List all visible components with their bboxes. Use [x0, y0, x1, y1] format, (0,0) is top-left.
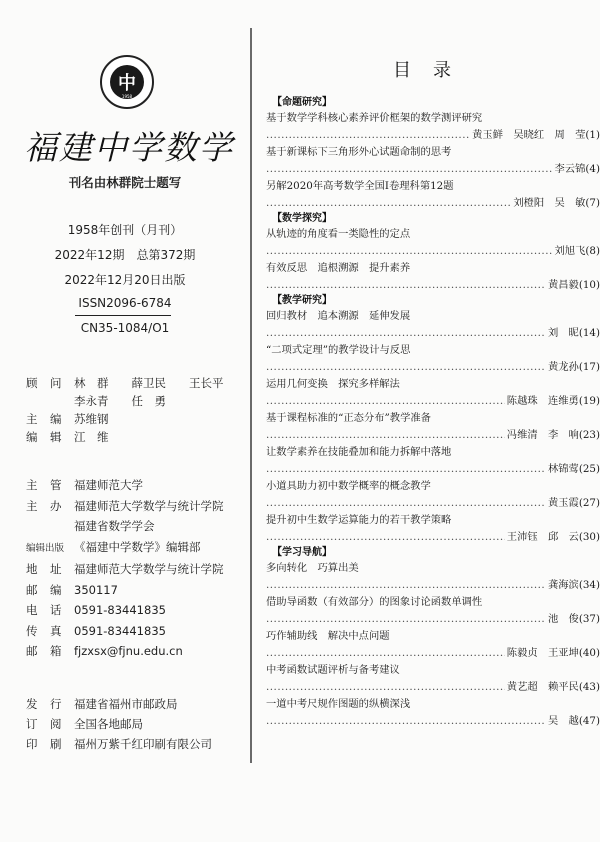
staff-row	[26, 392, 224, 410]
toc-article-meta	[266, 495, 600, 512]
field-label: 订 阅	[26, 717, 62, 731]
org-row	[26, 600, 224, 621]
toc-page-number: (47)	[578, 715, 600, 727]
toc-article-meta	[266, 359, 600, 376]
toc-article-meta	[266, 461, 600, 478]
toc-article-title[interactable]: 另解2020年高考数学全国I卷理科第12题	[266, 180, 454, 192]
field-value: 福建师范大学	[74, 478, 143, 492]
toc-article-meta	[266, 243, 600, 260]
toc-authors: 李云锦	[554, 163, 586, 175]
field-value: 福建师范大学数学与统计学院	[74, 498, 224, 513]
field-label: 主 办	[26, 498, 62, 513]
field-value: 0591-83441835	[74, 603, 166, 617]
toc-page-number: (8)	[585, 245, 600, 257]
toc-authors: 林锦莺	[547, 463, 579, 475]
toc-article-title[interactable]: 基于新课标下三角形外心试题命制的思考	[266, 146, 452, 158]
org-row	[26, 580, 224, 601]
toc-page-number: (25)	[578, 463, 600, 475]
column-divider	[250, 28, 252, 763]
org-row	[26, 559, 224, 580]
emblem-year: 1958	[121, 94, 133, 99]
dot-leader	[266, 713, 546, 730]
masthead-column	[0, 0, 250, 842]
divider-line	[75, 315, 171, 316]
dot-leader	[266, 393, 505, 410]
toc-section-heading: 【数学探究】	[272, 213, 332, 224]
field-label: 邮 箱	[26, 644, 62, 658]
dot-leader	[266, 495, 546, 512]
toc-article-title[interactable]: 回归教材 追本溯源 延伸发展	[266, 310, 411, 322]
field-value: 福建省数学学会	[74, 519, 155, 533]
org-row	[26, 537, 224, 560]
toc-article-title[interactable]: 巧作辅助线 解决中点问题	[266, 630, 390, 642]
dot-leader	[266, 127, 470, 144]
pub-date: 2022年12月20日出版	[64, 273, 186, 287]
field-label	[26, 516, 74, 537]
staff-list	[26, 374, 224, 446]
toc-article-title[interactable]: “二项式定理”的教学设计与反思	[266, 344, 411, 356]
dot-leader	[266, 325, 546, 342]
toc-page-number: (23)	[578, 429, 600, 441]
field-value: 李永青 任 勇	[74, 394, 166, 408]
org-list	[26, 475, 224, 662]
field-value: 福建师范大学数学与统计学院	[74, 562, 224, 576]
issue-info: 2022年12期 总第372期	[54, 248, 196, 262]
toc-page-number: (17)	[578, 361, 600, 373]
toc-article-meta	[266, 393, 600, 410]
field-label	[26, 392, 74, 410]
dot-leader	[266, 679, 505, 696]
toc-page-number: (1)	[585, 129, 600, 141]
org-row	[26, 496, 224, 517]
toc-column	[266, 0, 600, 842]
toc-article-meta	[266, 713, 600, 730]
toc-authors: 池 俊	[547, 613, 579, 625]
dot-leader	[266, 611, 546, 628]
toc-page-number: (43)	[578, 681, 600, 693]
toc-article-title[interactable]: 中考函数试题评析与备考建议	[266, 664, 400, 676]
field-value: 苏维钢	[74, 412, 109, 426]
distribution-list	[26, 694, 212, 754]
toc-authors: 陈毅贞 王亚坤	[506, 647, 579, 659]
toc-article-title[interactable]: 让数学素养在技能叠加和能力拆解中落地	[266, 446, 452, 458]
toc-authors: 刘 昵	[547, 327, 579, 339]
toc-article-title[interactable]: 多向转化 巧算出美	[266, 562, 359, 574]
dot-leader	[266, 529, 505, 546]
org-row	[26, 641, 224, 662]
toc-section-heading: 【教学研究】	[272, 295, 332, 306]
field-value: 福州万紫千红印刷有限公司	[74, 737, 212, 751]
dot-leader	[266, 195, 511, 212]
toc-article-meta	[266, 195, 600, 212]
dot-leader	[266, 161, 553, 178]
toc-list	[266, 96, 600, 730]
toc-article-title[interactable]: 一道中考尺规作图题的纵横深浅	[266, 698, 411, 710]
field-label: 传 真	[26, 623, 62, 638]
field-label: 发 行	[26, 697, 62, 711]
founded-info: 1958年创刊（月刊）	[67, 223, 183, 237]
dot-leader	[266, 243, 553, 260]
field-value: 福建省福州市邮政局	[74, 697, 178, 711]
field-label: 主 编	[26, 412, 62, 426]
field-value: 全国各地邮局	[74, 717, 143, 731]
toc-page-number: (10)	[578, 279, 600, 291]
title-credit: 刊名由林群院士题写	[68, 175, 182, 190]
field-value: 0591-83441835	[74, 623, 166, 638]
dot-leader	[266, 277, 546, 294]
toc-article-meta	[266, 161, 600, 178]
distribution-row	[26, 694, 212, 714]
toc-article-meta	[266, 577, 600, 594]
dot-leader	[266, 427, 505, 444]
issn: ISSN2096-6784	[78, 296, 172, 310]
field-label: 印 刷	[26, 737, 62, 751]
field-value: 350117	[74, 582, 118, 597]
toc-article-meta	[266, 325, 600, 342]
toc-article-meta	[266, 427, 600, 444]
toc-article-title[interactable]: 基于课程标准的“正态分布”教学准备	[266, 412, 431, 424]
toc-page-number: (40)	[578, 647, 600, 659]
toc-article-meta	[266, 645, 600, 662]
toc-article-title[interactable]: 小道具助力初中数学概率的概念教学	[266, 480, 431, 492]
toc-article-title[interactable]: 有效反思 追根溯源 提升素养	[266, 262, 411, 274]
toc-authors: 刘旭飞	[554, 245, 586, 257]
field-label: 编辑出版	[26, 542, 65, 554]
toc-authors: 刘橙阳 吴 敏	[513, 197, 586, 209]
toc-page-number: (4)	[585, 163, 600, 175]
dot-leader	[266, 577, 546, 594]
toc-article-meta	[266, 611, 600, 628]
field-label: 地 址	[26, 562, 62, 576]
toc-page-number: (27)	[578, 497, 600, 509]
staff-row	[26, 374, 224, 392]
toc-authors: 黄龙孙	[547, 361, 579, 373]
toc-authors: 龚海滨	[547, 579, 579, 591]
toc-page-number: (37)	[578, 613, 600, 625]
toc-article-meta	[266, 277, 600, 294]
dot-leader	[266, 461, 546, 478]
field-value: 《福建中学数学》编辑部	[74, 539, 201, 554]
distribution-row	[26, 714, 212, 734]
cn-number: CN35-1084/O1	[80, 321, 170, 335]
field-label: 主 管	[26, 478, 62, 492]
toc-page-number: (19)	[578, 395, 600, 407]
field-label: 编 辑	[26, 430, 62, 444]
field-label: 电 话	[26, 603, 62, 617]
org-row	[26, 475, 224, 496]
dot-leader	[266, 645, 505, 662]
toc-authors: 黄昌毅	[547, 279, 579, 291]
toc-page-number: (30)	[578, 531, 600, 543]
toc-title: 目录	[393, 60, 473, 81]
toc-authors: 黄玉鲜 吴晓红 周 莹	[472, 129, 586, 141]
toc-article-meta	[266, 529, 600, 546]
toc-section-heading: 【学习导航】	[272, 547, 332, 558]
toc-authors: 王沛钰 邱 云	[506, 531, 579, 543]
journal-title-calligraphy: 福建中学数学	[24, 128, 234, 167]
field-value: 江 维	[74, 430, 109, 444]
toc-authors: 黄玉霞	[547, 497, 579, 509]
toc-page-number: (34)	[578, 579, 600, 591]
toc-section-heading: 【命题研究】	[272, 97, 332, 108]
toc-page-number: (7)	[585, 197, 600, 209]
toc-article-title[interactable]: 从轨迹的角度看一类隐性的定点	[266, 228, 411, 240]
field-value[interactable]: fjzxsx@fjnu.edu.cn	[74, 644, 183, 658]
toc-article-meta	[266, 127, 600, 144]
toc-authors: 冯维清 李 响	[506, 429, 579, 441]
toc-authors: 黄艺超 赖平民	[506, 681, 579, 693]
dot-leader	[266, 359, 546, 376]
toc-article-title[interactable]: 基于数学学科核心素养评价框架的数学测评研究	[266, 112, 483, 124]
staff-row	[26, 410, 224, 428]
org-row	[26, 621, 224, 642]
staff-row	[26, 428, 224, 446]
emblem-center: 中	[110, 65, 144, 99]
toc-article-title[interactable]: 借助导函数（有效部分）的图象讨论函数单调性	[266, 596, 483, 608]
toc-article-title[interactable]: 提升初中生数学运算能力的若干教学策略	[266, 514, 452, 526]
distribution-row	[26, 734, 212, 754]
toc-article-title[interactable]: 运用几何变换 探究多样解法	[266, 378, 400, 390]
journal-emblem-icon	[100, 55, 154, 109]
toc-article-meta	[266, 679, 600, 696]
field-label: 顾 问	[26, 376, 62, 390]
toc-authors: 吴 越	[547, 715, 579, 727]
toc-authors: 陈越珠 连维勇	[506, 395, 579, 407]
toc-page-number: (14)	[578, 327, 600, 339]
field-label: 邮 编	[26, 582, 62, 597]
field-value: 林 群 薛卫民 王长平	[74, 376, 224, 390]
org-row	[26, 516, 224, 537]
